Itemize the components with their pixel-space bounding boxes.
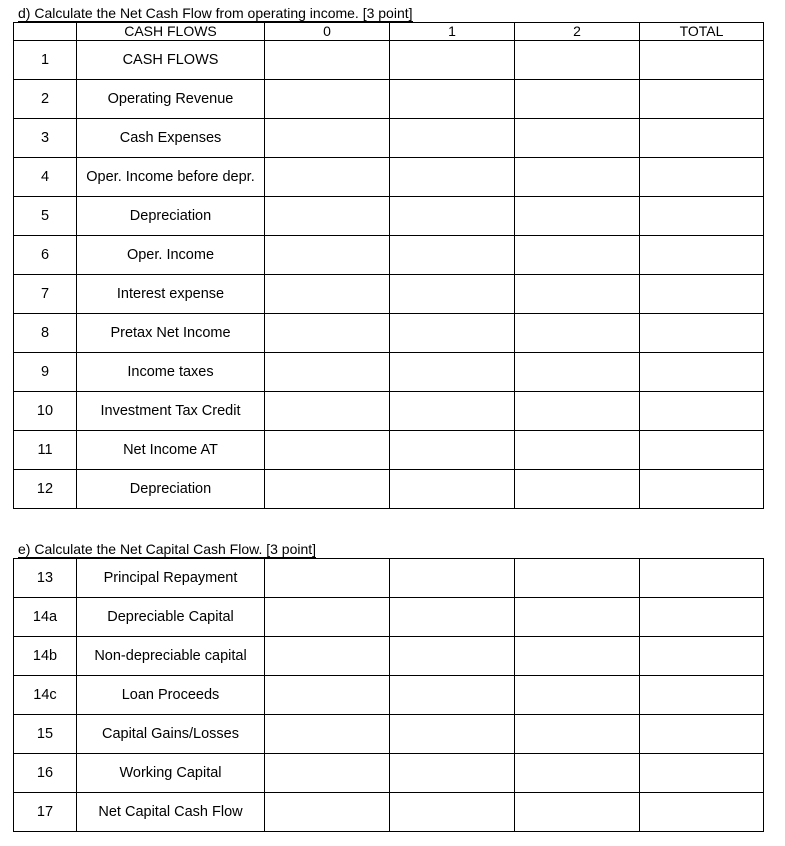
value-cell-year-1[interactable] [390, 676, 515, 715]
value-cell-total[interactable] [640, 353, 764, 392]
value-cell-year-0[interactable] [265, 119, 390, 158]
value-cell-year-0[interactable] [265, 353, 390, 392]
value-cell-year-2[interactable] [515, 197, 640, 236]
value-cell-total[interactable] [640, 41, 764, 80]
row-label: Oper. Income before depr. [77, 158, 265, 197]
row-number: 17 [14, 793, 77, 832]
table-row [14, 559, 764, 598]
header-year-2: 2 [515, 23, 640, 41]
value-cell-total[interactable] [640, 793, 764, 832]
value-cell-year-2[interactable] [515, 353, 640, 392]
value-cell-year-2[interactable] [515, 158, 640, 197]
value-cell-year-1[interactable] [390, 353, 515, 392]
header-total: TOTAL [640, 23, 764, 41]
value-cell-year-1[interactable] [390, 41, 515, 80]
row-number: 8 [14, 314, 77, 353]
table-row [14, 715, 764, 754]
table-row [14, 353, 764, 392]
value-cell-year-2[interactable] [515, 754, 640, 793]
value-cell-year-2[interactable] [515, 676, 640, 715]
value-cell-year-0[interactable] [265, 197, 390, 236]
value-cell-total[interactable] [640, 236, 764, 275]
row-label: Interest expense [77, 275, 265, 314]
value-cell-year-0[interactable] [265, 598, 390, 637]
row-number: 16 [14, 754, 77, 793]
row-label: Working Capital [77, 754, 265, 793]
value-cell-year-1[interactable] [390, 793, 515, 832]
value-cell-year-2[interactable] [515, 470, 640, 509]
value-cell-total[interactable] [640, 314, 764, 353]
value-cell-year-2[interactable] [515, 80, 640, 119]
table-row [14, 158, 764, 197]
value-cell-year-1[interactable] [390, 715, 515, 754]
row-label: Oper. Income [77, 236, 265, 275]
value-cell-total[interactable] [640, 715, 764, 754]
value-cell-year-1[interactable] [390, 236, 515, 275]
row-label: CASH FLOWS [77, 41, 265, 80]
row-label: Net Income AT [77, 431, 265, 470]
row-number: 11 [14, 431, 77, 470]
value-cell-total[interactable] [640, 197, 764, 236]
row-number: 2 [14, 80, 77, 119]
value-cell-year-0[interactable] [265, 275, 390, 314]
row-label: Capital Gains/Losses [77, 715, 265, 754]
section-e-heading: e) Calculate the Net Capital Cash Flow. [3 point] [18, 541, 317, 557]
value-cell-year-1[interactable] [390, 637, 515, 676]
value-cell-total[interactable] [640, 158, 764, 197]
row-number: 9 [14, 353, 77, 392]
value-cell-total[interactable] [640, 470, 764, 509]
value-cell-year-0[interactable] [265, 431, 390, 470]
value-cell-total[interactable] [640, 431, 764, 470]
value-cell-total[interactable] [640, 80, 764, 119]
value-cell-year-0[interactable] [265, 41, 390, 80]
value-cell-year-0[interactable] [265, 637, 390, 676]
value-cell-year-1[interactable] [390, 598, 515, 637]
value-cell-year-0[interactable] [265, 392, 390, 431]
value-cell-year-2[interactable] [515, 41, 640, 80]
value-cell-year-0[interactable] [265, 470, 390, 509]
row-number: 13 [14, 559, 77, 598]
value-cell-year-1[interactable] [390, 197, 515, 236]
table-row [14, 275, 764, 314]
row-label: Depreciable Capital [77, 598, 265, 637]
table-row [14, 598, 764, 637]
row-number: 12 [14, 470, 77, 509]
row-number: 7 [14, 275, 77, 314]
value-cell-total[interactable] [640, 754, 764, 793]
row-number: 15 [14, 715, 77, 754]
value-cell-year-2[interactable] [515, 559, 640, 598]
table-row [14, 637, 764, 676]
row-label: Cash Expenses [77, 119, 265, 158]
value-cell-total[interactable] [640, 637, 764, 676]
row-number: 1 [14, 41, 77, 80]
row-number: 5 [14, 197, 77, 236]
row-number: 14c [14, 676, 77, 715]
value-cell-year-1[interactable] [390, 80, 515, 119]
row-label: Income taxes [77, 353, 265, 392]
value-cell-year-1[interactable] [390, 431, 515, 470]
value-cell-year-0[interactable] [265, 158, 390, 197]
value-cell-year-2[interactable] [515, 637, 640, 676]
table-row [14, 236, 764, 275]
value-cell-total[interactable] [640, 676, 764, 715]
value-cell-total[interactable] [640, 119, 764, 158]
value-cell-year-1[interactable] [390, 754, 515, 793]
row-number: 3 [14, 119, 77, 158]
row-number: 6 [14, 236, 77, 275]
row-label: Loan Proceeds [77, 676, 265, 715]
table-row [14, 793, 764, 832]
value-cell-year-0[interactable] [265, 793, 390, 832]
table-row [14, 392, 764, 431]
value-cell-year-0[interactable] [265, 80, 390, 119]
value-cell-year-2[interactable] [515, 715, 640, 754]
value-cell-year-1[interactable] [390, 314, 515, 353]
row-number: 10 [14, 392, 77, 431]
row-number: 14b [14, 637, 77, 676]
value-cell-year-0[interactable] [265, 676, 390, 715]
table-row [14, 119, 764, 158]
value-cell-year-2[interactable] [515, 793, 640, 832]
value-cell-year-0[interactable] [265, 559, 390, 598]
capital-cash-flow-table [13, 558, 764, 832]
table-row [14, 80, 764, 119]
value-cell-year-1[interactable] [390, 275, 515, 314]
value-cell-year-0[interactable] [265, 715, 390, 754]
value-cell-year-2[interactable] [515, 314, 640, 353]
value-cell-year-1[interactable] [390, 392, 515, 431]
table-header-row [14, 23, 764, 41]
row-number: 14a [14, 598, 77, 637]
value-cell-year-0[interactable] [265, 314, 390, 353]
table-row [14, 197, 764, 236]
table-row [14, 41, 764, 80]
value-cell-year-2[interactable] [515, 431, 640, 470]
table-row [14, 314, 764, 353]
table-row [14, 754, 764, 793]
row-label: Non-depreciable capital [77, 637, 265, 676]
table-row [14, 676, 764, 715]
header-row-number [14, 23, 77, 41]
table-row [14, 431, 764, 470]
value-cell-total[interactable] [640, 559, 764, 598]
value-cell-total[interactable] [640, 275, 764, 314]
value-cell-year-2[interactable] [515, 392, 640, 431]
value-cell-year-1[interactable] [390, 119, 515, 158]
row-label: Depreciation [77, 470, 265, 509]
row-label: Principal Repayment [77, 559, 265, 598]
row-label: Depreciation [77, 197, 265, 236]
value-cell-year-1[interactable] [390, 470, 515, 509]
header-cash-flows: CASH FLOWS [77, 23, 265, 41]
value-cell-year-0[interactable] [265, 754, 390, 793]
row-label: Net Capital Cash Flow [77, 793, 265, 832]
value-cell-year-2[interactable] [515, 236, 640, 275]
value-cell-total[interactable] [640, 598, 764, 637]
operating-cash-flow-table [13, 22, 764, 509]
value-cell-year-2[interactable] [515, 275, 640, 314]
row-label: Operating Revenue [77, 80, 265, 119]
value-cell-year-1[interactable] [390, 559, 515, 598]
value-cell-total[interactable] [640, 392, 764, 431]
value-cell-year-1[interactable] [390, 158, 515, 197]
value-cell-year-2[interactable] [515, 598, 640, 637]
value-cell-year-0[interactable] [265, 236, 390, 275]
section-d-heading: d) Calculate the Net Cash Flow from operating income. [3 point] [18, 5, 413, 21]
table-row [14, 470, 764, 509]
row-label: Investment Tax Credit [77, 392, 265, 431]
row-label: Pretax Net Income [77, 314, 265, 353]
value-cell-year-2[interactable] [515, 119, 640, 158]
header-year-0: 0 [265, 23, 390, 41]
row-number: 4 [14, 158, 77, 197]
header-year-1: 1 [390, 23, 515, 41]
